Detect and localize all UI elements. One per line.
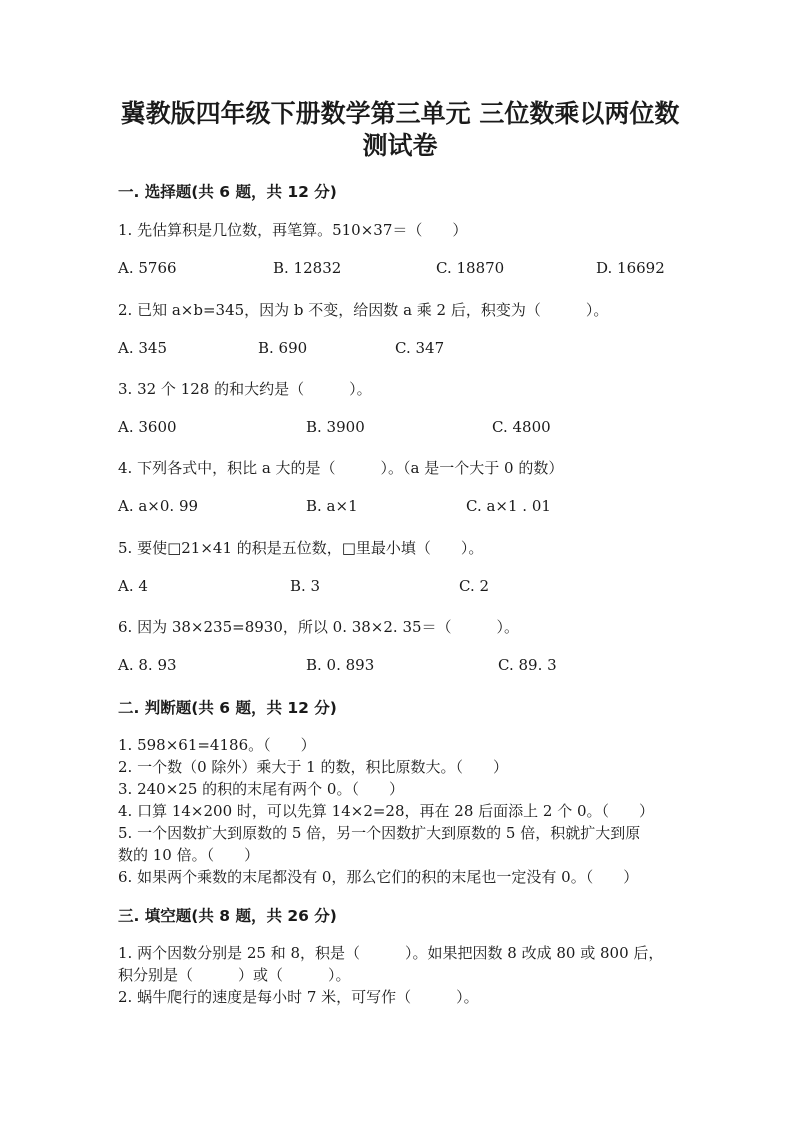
option-c: C. 2 [459,577,490,595]
option-a: A. 8. 93 [118,656,177,674]
judge-item: 6. 如果两个乘数的末尾都没有 0，那么它们的积的末尾也一定没有 0。（ ） [118,868,639,886]
option-b: B. a×1 [306,497,358,515]
question-text: 4. 下列各式中，积比 a 大的是（ ）。（a 是一个大于 0 的数） [118,459,564,477]
page-title-line2: 测试卷 [362,131,438,160]
option-a: A. 345 [118,339,167,357]
option-c: C. 18870 [436,259,505,277]
option-c: C. a×1 . 01 [466,497,551,515]
fill-item: 2. 蜗牛爬行的速度是每小时 7 米，可写作（ ）。 [118,988,479,1006]
question-text: 6. 因为 38×235=8930，所以 0. 38×2. 35＝（ ）。 [118,618,520,636]
judge-item: 5. 一个因数扩大到原数的 5 倍，另一个因数扩大到原数的 5 倍，积就扩大到原 [118,824,641,842]
option-b: B. 3 [290,577,321,595]
question-text: 1. 先估算积是几位数，再笔算。510×37＝（ ） [118,221,468,239]
option-c: C. 347 [395,339,445,357]
option-a: A. 5766 [118,259,177,277]
option-d: D. 16692 [596,259,665,277]
section-heading-fill: 三. 填空题(共 8 题，共 26 分) [118,907,337,925]
question-text: 5. 要使□21×41 的积是五位数，□里最小填（ ）。 [118,539,484,557]
option-b: B. 3900 [306,418,365,436]
judge-item-continued: 数的 10 倍。（ ） [118,846,260,864]
question-text: 3. 32 个 128 的和大约是（ ）。 [118,380,372,398]
judge-item: 4. 口算 14×200 时，可以先算 14×2=28，再在 28 后面添上 2 个 0。（ ） [118,802,655,820]
option-a: A. 4 [118,577,148,595]
section-heading-choice: 一. 选择题(共 6 题，共 12 分) [118,183,337,201]
option-a: A. a×0. 99 [118,497,199,515]
judge-item: 3. 240×25 的积的末尾有两个 0。（ ） [118,780,404,798]
option-b: B. 0. 893 [306,656,375,674]
section-heading-judge: 二. 判断题(共 6 题，共 12 分) [118,699,337,717]
judge-item: 2. 一个数（0 除外）乘大于 1 的数，积比原数大。（ ） [118,758,508,776]
option-a: A. 3600 [118,418,177,436]
option-b: B. 690 [258,339,308,357]
page-title: 冀教版四年级下册数学第三单元 三位数乘以两位数 [120,99,680,128]
question-text: 2. 已知 a×b=345，因为 b 不变，给因数 a 乘 2 后，积变为（ ）。 [118,301,609,319]
option-c: C. 4800 [492,418,551,436]
fill-item: 1. 两个因数分别是 25 和 8，积是（ ）。如果把因数 8 改成 80 或 800 后， [118,944,664,962]
option-b: B. 12832 [273,259,342,277]
fill-item-continued: 积分别是（ ）或（ ）。 [118,966,351,984]
option-c: C. 89. 3 [498,656,557,674]
judge-item: 1. 598×61=4186。（ ） [118,736,316,754]
